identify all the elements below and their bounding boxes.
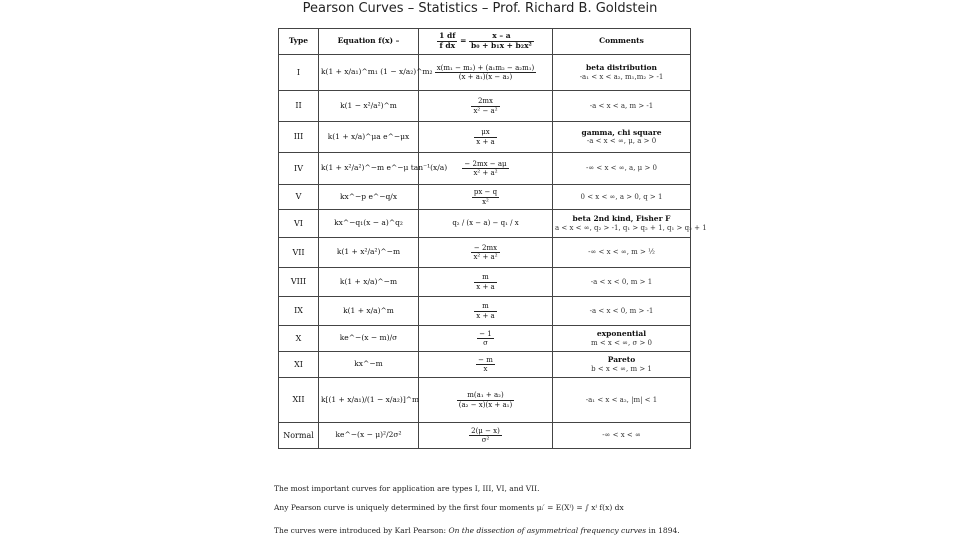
row-comments	[553, 378, 691, 423]
dfdx-numerator: 2mx	[471, 97, 499, 106]
table-row	[279, 423, 691, 449]
row-comments	[553, 210, 707, 238]
comment-condition: -a < x < a, m > -1	[589, 101, 654, 110]
table-row	[279, 352, 691, 378]
row-equation: kx^−q₁(x − a)^q₂	[319, 210, 419, 238]
dfdx-numerator: px − q	[473, 188, 498, 197]
header-type: Type	[279, 29, 319, 55]
row-comments	[553, 297, 691, 326]
row-dfdx	[419, 297, 553, 326]
dfdx-numerator: q₂ / (x − a) − q₁ / x	[452, 219, 519, 228]
dfdx-denominator: (a₂ − x)(x + a₁)	[458, 400, 513, 409]
comment-condition: -a < x < 0, m > -1	[589, 306, 654, 315]
row-type: IV	[279, 153, 319, 185]
row-comments	[553, 352, 691, 378]
dfdx-denominator: σ	[483, 339, 488, 347]
row-type: IX	[279, 297, 319, 326]
table-row	[279, 185, 691, 210]
row-type: VI	[279, 210, 319, 238]
row-dfdx	[419, 423, 553, 449]
dfdx-numerator: x(m₁ − m₂) + (a₁m₂ − a₂m₁)	[436, 63, 535, 72]
table-row	[279, 268, 691, 297]
dfdx-denominator: x	[483, 365, 488, 373]
table-header-row	[279, 29, 691, 55]
row-comments	[553, 423, 691, 449]
table-row	[279, 55, 691, 91]
comment-condition: -a < x < ∞, μ, a > 0	[586, 137, 657, 146]
comment-condition: -a < x < 0, m > 1	[590, 277, 653, 286]
comment-condition: b < x < ∞, m > 1	[591, 364, 652, 373]
table-row	[279, 210, 691, 238]
row-comments	[553, 238, 691, 268]
row-equation: k(1 + x²/a²)^−m e^−μ tan⁻¹(x/a)	[319, 153, 419, 185]
dfdx-denominator: x + a	[476, 311, 495, 320]
comment-condition: -a₁ < x < a₂, |m| < 1	[585, 395, 658, 404]
row-type: X	[279, 326, 319, 352]
table-row	[279, 378, 691, 423]
row-equation: k(1 + x/a)^m	[319, 297, 419, 326]
comment-title: Pareto	[607, 355, 636, 365]
page-title: Pearson Curves – Statistics – Prof. Richard B. Goldstein	[302, 1, 658, 16]
dfdx-numerator: 2(μ − x)	[471, 426, 500, 435]
row-type: I	[279, 55, 319, 91]
comment-title: gamma, chi square	[581, 127, 662, 137]
comment-condition: -∞ < x < ∞	[602, 431, 641, 440]
comment-condition: 0 < x < ∞, a > 0, q > 1	[580, 192, 663, 201]
dfdx-numerator: m(a₁ + a₂)	[457, 391, 514, 400]
row-type: VIII	[279, 268, 319, 297]
row-dfdx	[419, 91, 553, 122]
row-equation: k(1 + x/a)^μa e^−μx	[319, 122, 419, 153]
row-dfdx	[419, 185, 553, 210]
row-comments	[553, 153, 691, 185]
dfdx-denominator: x² − a²	[473, 106, 498, 115]
dfdx-numerator: − 1	[479, 329, 492, 338]
dfdx-numerator: − 2mx	[471, 244, 499, 253]
header-dfdx-lhs-den: f dx	[439, 41, 456, 50]
row-equation: k[(1 + x/a₁)/(1 − x/a₂)]^m	[319, 378, 419, 423]
dfdx-denominator: x + a	[476, 137, 495, 146]
comment-title: beta distribution	[586, 63, 657, 73]
dfdx-numerator: m	[474, 302, 496, 311]
row-dfdx	[419, 378, 553, 423]
dfdx-denominator: x + a	[476, 282, 495, 291]
dfdx-numerator: − 2mx − aμ	[464, 159, 507, 168]
row-dfdx	[419, 55, 553, 91]
note-line-3-suffix: in 1894.	[648, 526, 680, 535]
comment-condition: -a₁ < x < a₂, m₁,m₂ > -1	[579, 72, 664, 81]
dfdx-denominator: x² + a²	[473, 253, 498, 261]
comment-title: beta 2nd kind, Fisher F	[572, 214, 671, 224]
note-line-3-prefix: The curves were introduced by Karl Pearson:	[274, 526, 447, 535]
row-comments	[553, 326, 691, 352]
row-dfdx	[419, 122, 553, 153]
pearson-curves-table	[278, 28, 707, 449]
row-equation: k(1 + x/a₁)^m₁ (1 − x/a₂)^m₂	[319, 55, 419, 91]
row-equation: ke^−(x − μ)²/2σ²	[319, 423, 419, 449]
row-comments	[553, 122, 691, 153]
note-line-3	[274, 526, 680, 535]
row-type: VII	[279, 238, 319, 268]
row-equation: kx^−m	[319, 352, 419, 378]
row-equation: k(1 + x²/a²)^−m	[319, 238, 419, 268]
comment-condition: -∞ < x < ∞, m > ½	[588, 248, 655, 257]
row-dfdx	[419, 268, 553, 297]
row-equation: ke^−(x − m)/σ	[319, 326, 419, 352]
dfdx-numerator: − m	[478, 355, 493, 364]
table-row	[279, 91, 691, 122]
row-dfdx	[419, 326, 553, 352]
header-dfdx-rhs-den: b₀ + b₁x + b₂x²	[471, 41, 532, 50]
dfdx-denominator: x²	[482, 197, 489, 206]
row-equation: k(1 + x/a)^−m	[319, 268, 419, 297]
row-dfdx	[419, 352, 553, 378]
comment-condition: m < x < ∞, σ > 0	[590, 338, 653, 347]
row-comments	[553, 91, 691, 122]
comment-title: exponential	[596, 329, 647, 339]
header-equation: Equation f(x) –	[319, 29, 419, 55]
table-row	[279, 238, 691, 268]
table-row	[279, 297, 691, 326]
row-comments	[553, 268, 691, 297]
row-type: II	[279, 91, 319, 122]
dfdx-denominator: σ²	[481, 436, 490, 444]
comment-condition: a < x < ∞, q₂ > -1, q₁ > q₂ + 1, q₁ > q₂ + 1	[555, 223, 707, 232]
table-row	[279, 153, 691, 185]
row-type: XI	[279, 352, 319, 378]
table-row	[279, 122, 691, 153]
row-type: XII	[279, 378, 319, 423]
row-dfdx	[419, 238, 553, 268]
header-comments: Comments	[553, 29, 691, 55]
row-dfdx	[419, 210, 553, 238]
row-comments	[553, 185, 691, 210]
dfdx-denominator: (x + a₁)(x − a₂)	[458, 73, 513, 81]
row-type: III	[279, 122, 319, 153]
note-line-2: Any Pearson curve is uniquely determined by the first four moments μᵢ′ = E(Xⁱ) = ∫ xⁱ f(x) dx	[274, 503, 624, 512]
header-dfdx-rhs-num: x – a	[469, 32, 534, 42]
note-line-3-title: On the dissection of asymmetrical frequency curves	[448, 526, 647, 535]
table-row	[279, 326, 691, 352]
note-line-1: The most important curves for application are types I, III, VI, and VII.	[274, 484, 540, 493]
row-equation: k(1 − x²/a²)^m	[319, 91, 419, 122]
dfdx-numerator: m	[474, 273, 496, 282]
dfdx-numerator: μx	[474, 128, 496, 137]
header-dfdx: $\frac{1 df}{\text{f dx}}$ = $\frac{x - a}{\text{b₀ + b₁x + b₂x²}}$	[419, 29, 553, 55]
row-comments	[553, 55, 691, 91]
row-type: Normal	[279, 423, 319, 449]
row-type: V	[279, 185, 319, 210]
row-equation: kx^−p e^−q/x	[319, 185, 419, 210]
header-dfdx-lhs-num: 1 df	[439, 31, 456, 41]
comment-condition: -∞ < x < ∞, a, μ > 0	[586, 164, 657, 173]
dfdx-denominator: x² + a²	[473, 169, 498, 177]
